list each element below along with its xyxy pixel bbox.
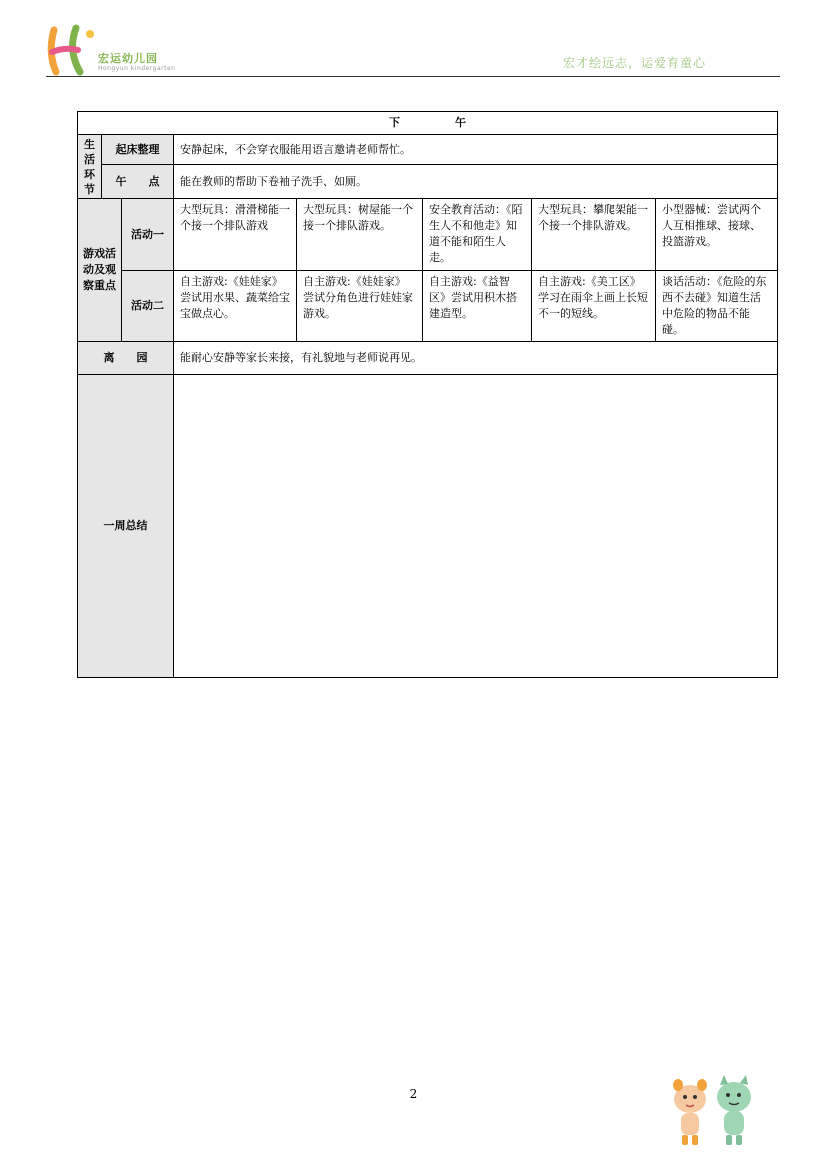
logo-subtitle: Hongyun kindergarten xyxy=(98,65,176,72)
afternoon-plan-table xyxy=(77,111,778,678)
header-slogan: 宏才绘远志，运爱育童心 xyxy=(562,56,706,70)
activity2-cell-5: 谈话活动：《危险的东西不去碰》知道生活中危险的物品不能碰。 xyxy=(656,271,778,342)
activity1-cell-2: 大型玩具：树屋能一个接一个排队游戏。 xyxy=(297,199,423,271)
summary-text xyxy=(174,375,778,678)
mascot-illustration-icon xyxy=(668,1075,760,1149)
life-group-label: 生活环节 xyxy=(78,135,102,199)
activity2-cell-1: 自主游戏:《娃娃家》尝试用水果、蔬菜给宝宝做点心。 xyxy=(174,271,297,342)
snack-label: 午 点 xyxy=(102,165,174,199)
table-title: 下 午 xyxy=(78,112,778,135)
activity1-cell-4: 大型玩具：攀爬架能一个接一个排队游戏。 xyxy=(532,199,656,271)
activity2-label: 活动二 xyxy=(122,271,174,342)
logo-text: 宏运幼儿园 xyxy=(98,52,158,65)
wake-up-label: 起床整理 xyxy=(102,135,174,165)
activity1-row xyxy=(78,199,778,271)
activity1-label: 活动一 xyxy=(122,199,174,271)
summary-label: 一周总结 xyxy=(78,375,174,678)
page-number: 2 xyxy=(409,1087,418,1101)
life-row-2 xyxy=(78,165,778,199)
life-row-1 xyxy=(78,135,778,165)
activity2-row xyxy=(78,271,778,342)
leave-label: 离 园 xyxy=(78,342,174,375)
table-title-row xyxy=(78,112,778,135)
games-group-label: 游戏活动及观察重点 xyxy=(78,199,122,342)
activity1-cell-1: 大型玩具：滑滑梯能一个接一个排队游戏 xyxy=(174,199,297,271)
page-header xyxy=(46,22,780,78)
activity2-cell-3: 自主游戏:《益智区》尝试用积木搭建造型。 xyxy=(423,271,532,342)
leave-row xyxy=(78,342,778,375)
activity1-cell-3: 安全教育活动：《陌生人不和他走》知道不能和陌生人走。 xyxy=(423,199,532,271)
leave-text: 能耐心安静等家长来接，有礼貌地与老师说再见。 xyxy=(174,342,778,375)
header-divider xyxy=(46,76,780,77)
snack-text: 能在教师的帮助下卷袖子洗手、如厕。 xyxy=(174,165,778,199)
activity2-cell-2: 自主游戏:《娃娃家》尝试分角色进行娃娃家游戏。 xyxy=(297,271,423,342)
activity2-cell-4: 自主游戏:《美工区》学习在雨伞上画上长短不一的短线。 xyxy=(532,271,656,342)
wake-up-text: 安静起床，不会穿衣服能用语言邀请老师帮忙。 xyxy=(174,135,778,165)
activity1-cell-5: 小型器械：尝试两个人互相推球、接球、投篮游戏。 xyxy=(656,199,778,271)
summary-row xyxy=(78,375,778,678)
